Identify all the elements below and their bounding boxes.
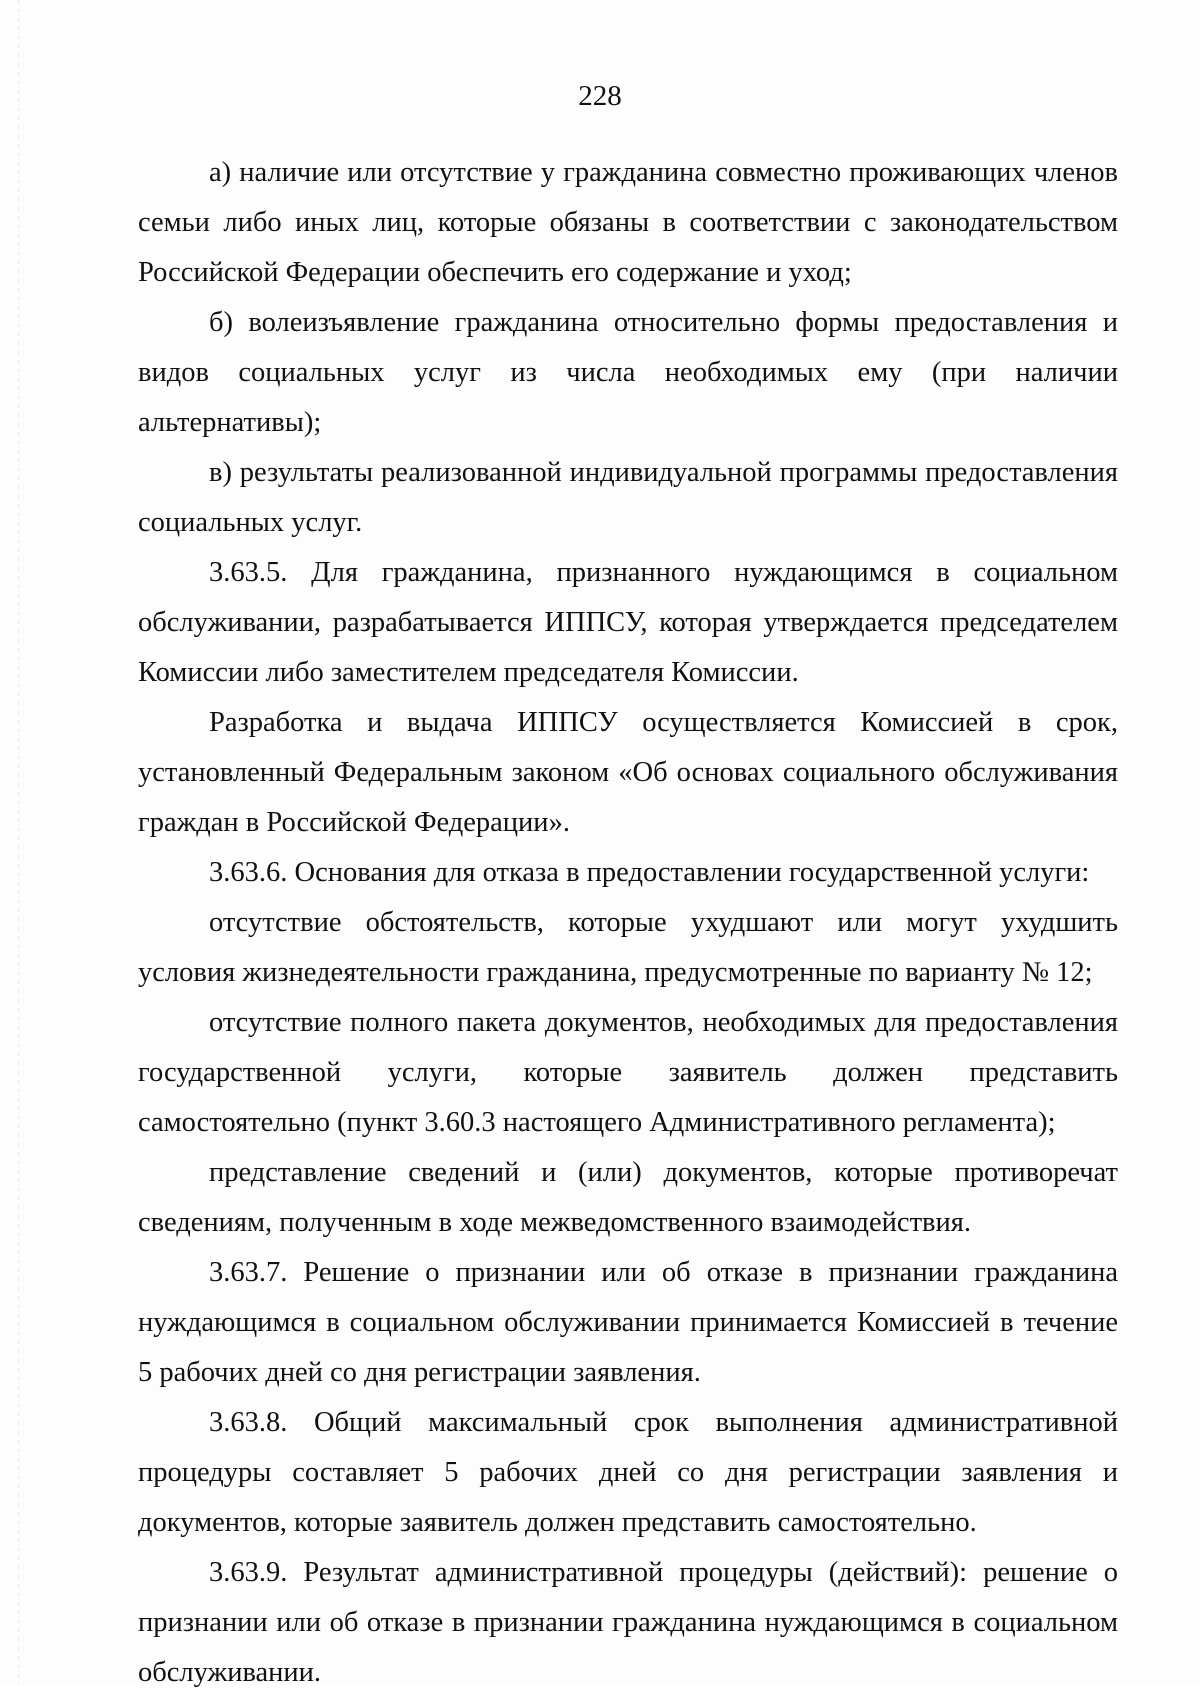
refusal-ground-circumstances: отсутствие обстоятельств, которые ухудшают или могут ухудшить условия жизнедеятельности гражданина, предусмотренные по варианту № 12; xyxy=(138,907,1118,988)
paragraph-b: б) волеизъявление гражданина относительно формы предоставления и видов социальных услуг из числа необходимых ему (при наличии альтернативы); xyxy=(138,307,1118,438)
paragraph-3-63-8: 3.63.8. Общий максимальный срок выполнения административной процедуры составляет 5 рабочих дней со дня регистрации заявления и документов, которые заявитель должен представить самостоятельно. xyxy=(138,1407,1118,1538)
paragraph-a: а) наличие или отсутствие у гражданина совместно проживающих членов семьи либо иных лиц, которые обязаны в соответствии с законодательством Российской Федерации обеспечить его содержание и уход; xyxy=(138,157,1118,288)
page-number: 228 xyxy=(578,80,622,112)
paragraph-ippsu-development: Разработка и выдача ИППСУ осуществляется Комиссией в срок, установленный Федеральным законом «Об основах социального обслуживания граждан в Российской Федерации». xyxy=(138,707,1118,838)
paragraph-3-63-7: 3.63.7. Решение о признании или об отказе в признании гражданина нуждающимся в социальном обслуживании принимается Комиссией в течение 5 рабочих дней со дня регистрации заявления. xyxy=(138,1257,1118,1388)
refusal-ground-contradiction: представление сведений и (или) документов, которые противоречат сведениям, полученным в ходе межведомственного взаимодействия. xyxy=(138,1157,1118,1238)
paragraph-3-63-6: 3.63.6. Основания для отказа в предоставлении государственной услуги: xyxy=(209,857,1090,888)
refusal-ground-documents: отсутствие полного пакета документов, необходимых для предоставления государственной услуги, которые заявитель должен представить самостоятельно (пункт 3.60.3 настоящего Административного регламента); xyxy=(138,1007,1118,1138)
paragraph-3-63-9: 3.63.9. Результат административной процедуры (действий): решение о признании или об отказе в признании гражданина нуждающимся в социальном обслуживании. xyxy=(138,1557,1118,1688)
paragraph-v: в) результаты реализованной индивидуальной программы предоставления социальных услуг. xyxy=(138,457,1118,538)
paragraph-3-63-5: 3.63.5. Для гражданина, признанного нуждающимся в социальном обслуживании, разрабатывается ИППСУ, которая утверждается председателем Комиссии либо заместителем председателя Комиссии. xyxy=(138,557,1118,688)
document-body xyxy=(138,148,1118,1698)
scan-edge-artifact xyxy=(18,0,19,1685)
